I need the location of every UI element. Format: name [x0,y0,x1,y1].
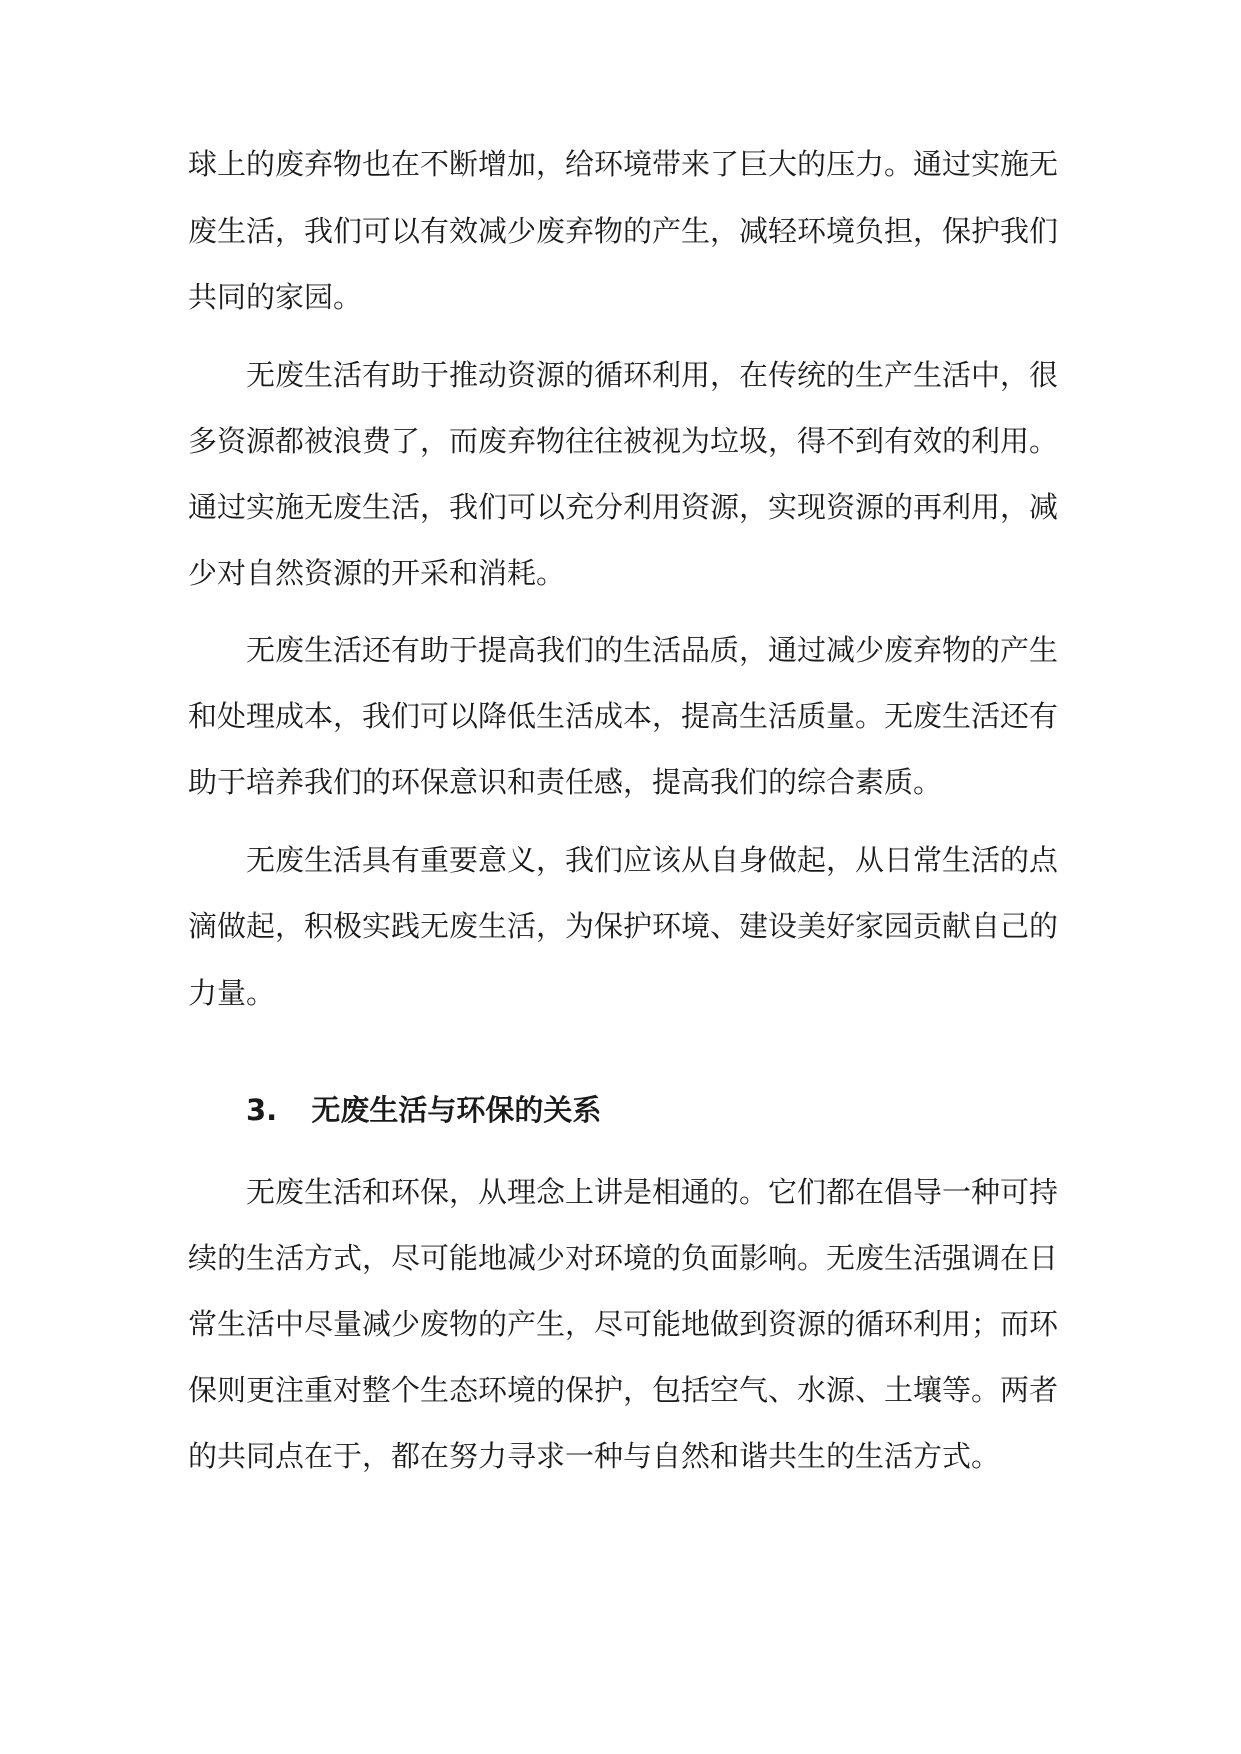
paragraph-3-line-2: 和处理成本，我们可以降低生活成本，提高生活质量。无废生活还有 [188,699,1059,733]
section-heading-title: 无废生活与环保的关系 [311,1093,602,1127]
paragraph-1-line-3: 共同的家园。 [188,280,363,314]
paragraph-4-line-1: 无废生活具有重要意义，我们应该从自身做起，从日常生活的点 [246,843,1059,877]
paragraph-5-line-4: 保则更注重对整个生态环境的保护，包括空气、水源、土壤等。两者 [188,1373,1059,1407]
paragraph-5-line-2: 续的生活方式，尽可能地减少对环境的负面影响。无废生活强调在日 [188,1241,1059,1275]
paragraph-5-line-1: 无废生活和环保，从理念上讲是相通的。它们都在倡导一种可持 [246,1175,1059,1209]
paragraph-2-line-3: 通过实施无废生活，我们可以充分利用资源，实现资源的再利用，减 [188,490,1059,524]
paragraph-4-line-3: 力量。 [188,976,276,1010]
paragraph-5-line-3: 常生活中尽量减少废物的产生，尽可能地做到资源的循环利用；而环 [188,1307,1059,1341]
section-heading-number: 3. [246,1093,278,1127]
paragraph-2-line-1: 无废生活有助于推动资源的循环利用，在传统的生产生活中，很 [246,358,1059,392]
paragraph-5-line-5: 的共同点在于，都在努力寻求一种与自然和谐共生的生活方式。 [188,1439,1001,1473]
paragraph-1-line-1: 球上的废弃物也在不断增加，给环境带来了巨大的压力。通过实施无 [188,147,1059,181]
paragraph-4-line-2: 滴做起，积极实践无废生活，为保护环境、建设美好家园贡献自己的 [188,909,1059,943]
paragraph-3-line-3: 助于培养我们的环保意识和责任感，提高我们的综合素质。 [188,765,943,799]
section-heading [246,1090,601,1130]
paragraph-2-line-4: 少对自然资源的开采和消耗。 [188,556,566,590]
paragraph-1-line-2: 废生活，我们可以有效减少废弃物的产生，减轻环境负担，保护我们 [188,214,1059,248]
paragraph-2-line-2: 多资源都被浪费了，而废弃物往往被视为垃圾，得不到有效的利用。 [188,424,1059,458]
paragraph-3-line-1: 无废生活还有助于提高我们的生活品质，通过减少废弃物的产生 [246,633,1059,667]
